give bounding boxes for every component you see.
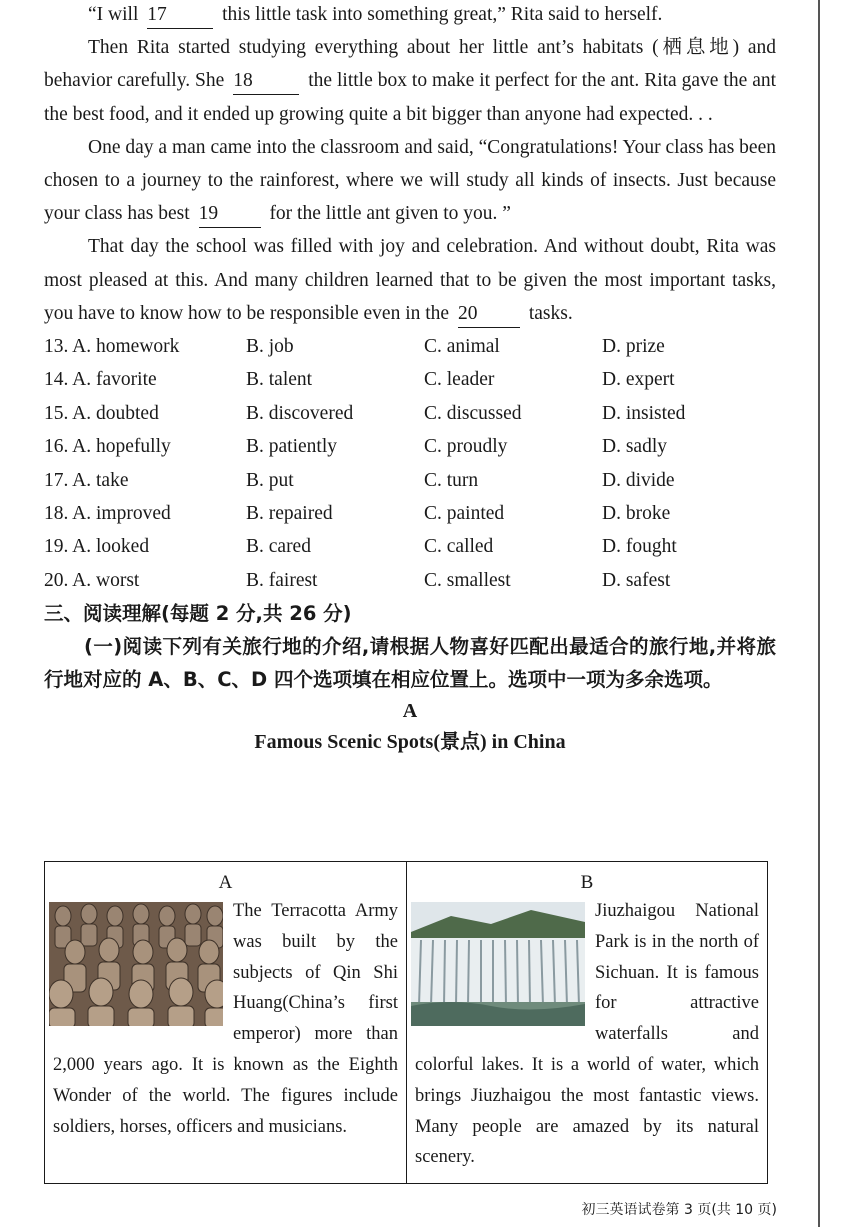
spot-label: B xyxy=(580,872,594,893)
option-a[interactable]: 13. A. homework xyxy=(44,336,180,358)
option-c[interactable]: C. turn xyxy=(424,469,479,491)
option-b[interactable]: B. discovered xyxy=(246,402,354,424)
option-b[interactable]: B. put xyxy=(246,469,294,491)
option-a[interactable]: 19. A. looked xyxy=(44,536,150,558)
passage-paragraph-2 xyxy=(44,31,776,131)
option-row xyxy=(44,397,776,430)
terracotta-army-photo xyxy=(49,902,223,1026)
passage-paragraph-3 xyxy=(44,131,776,231)
option-c[interactable]: C. discussed xyxy=(424,402,522,424)
text-run: this little task into something great,” Rita said to herself. xyxy=(222,4,663,25)
option-b[interactable]: B. cared xyxy=(246,536,311,558)
option-row xyxy=(44,363,776,396)
option-b[interactable]: B. patiently xyxy=(246,436,337,458)
part-title: Famous Scenic Spots(景点) in China xyxy=(254,731,566,754)
instruction-text: (一)阅读下列有关旅行地的介绍,请根据人物喜好匹配出最适合的旅行地,并将旅行地对应的 A、B、C、D 四个选项填在相应位置上。选项中一项为多余选项。 xyxy=(44,635,776,692)
terracotta-army-illustration xyxy=(49,902,223,1026)
spot-description: The Terracotta Army was built by the subjects of Qin Shi Huang(China’s first emperor) more than 2,000 years ago. It is known as the Eighth Wonder of the world. The figures include soldiers, horses, officers and musicians. xyxy=(53,901,398,1137)
text-run: One day a man came into the classroom and said, “Congratulations! Your class has been chosen to a journey to the rainforest, where we will study all kinds of insects. Just because your class has best xyxy=(44,136,776,225)
option-d[interactable]: D. expert xyxy=(602,369,675,391)
exam-page xyxy=(44,0,776,758)
waterfall-illustration xyxy=(411,902,585,1026)
option-c[interactable]: C. leader xyxy=(424,369,495,391)
page-footer: 初三英语试卷第 3 页(共 10 页) xyxy=(581,1202,777,1218)
spot-card-a xyxy=(45,862,406,1183)
text-run: tasks. xyxy=(528,302,573,324)
blank-17[interactable]: 17 xyxy=(147,4,213,29)
option-b[interactable]: B. job xyxy=(246,336,294,358)
option-d[interactable]: D. fought xyxy=(602,536,677,558)
option-c[interactable]: C. called xyxy=(424,536,494,558)
option-row xyxy=(44,464,776,497)
option-row xyxy=(44,330,776,363)
option-d[interactable]: D. broke xyxy=(602,502,671,524)
text-run: Then Rita started studying everything about her little ant’s habitats (栖息地) and behavior carefully. She xyxy=(44,37,776,92)
jiuzhaigou-waterfall-photo xyxy=(411,902,585,1026)
option-b[interactable]: B. repaired xyxy=(246,502,333,524)
passage-paragraph-1 xyxy=(44,0,776,31)
spot-description: Jiuzhaigou National Park is in the north of Sichuan. It is famous for attractive waterfalls and colorful lakes. It is a world of water, which brings Jiuzhaigou the most fantastic views. Many people are amazed by its natural scenery. xyxy=(415,901,759,1168)
page-edge-rule xyxy=(818,0,820,1227)
option-a[interactable]: 18. A. improved xyxy=(44,502,171,524)
option-d[interactable]: D. divide xyxy=(602,469,675,491)
option-row xyxy=(44,530,776,563)
option-d[interactable]: D. insisted xyxy=(602,402,686,424)
blank-18[interactable]: 18 xyxy=(233,70,299,95)
spot-card-b xyxy=(406,862,767,1183)
text-run: for the little ant given to you. ” xyxy=(269,203,511,225)
option-b[interactable]: B. talent xyxy=(246,369,313,391)
option-c[interactable]: C. smallest xyxy=(424,569,511,591)
text-run: That day the school was filled with joy and celebration. And without doubt, Rita was most pleased at this. And many children learned that to be given the most important tasks, you have to know how to be responsible even in the xyxy=(44,236,776,324)
option-row xyxy=(44,564,776,597)
option-row xyxy=(44,497,776,530)
part-letter: A xyxy=(402,700,418,723)
text-run: “I will xyxy=(88,4,139,25)
blank-19[interactable]: 19 xyxy=(199,203,261,228)
option-d[interactable]: D. safest xyxy=(602,569,671,591)
section-heading: 三、阅读理解(每题 2 分,共 26 分) xyxy=(44,602,352,626)
option-row xyxy=(44,430,776,463)
option-a[interactable]: 15. A. doubted xyxy=(44,402,159,424)
option-d[interactable]: D. prize xyxy=(602,336,665,358)
text-run: the little box to make it perfect for the ant. Rita gave the ant the best food, and it ended up growing quite a bit bigger than anyone had expected. . . xyxy=(44,70,777,125)
spot-label: A xyxy=(218,872,233,893)
option-d[interactable]: D. sadly xyxy=(602,436,667,458)
answer-options xyxy=(44,330,776,597)
section-instruction xyxy=(44,630,776,696)
option-a[interactable]: 20. A. worst xyxy=(44,569,140,591)
blank-20[interactable]: 20 xyxy=(458,303,520,328)
option-c[interactable]: C. animal xyxy=(424,336,500,358)
option-b[interactable]: B. fairest xyxy=(246,569,318,591)
option-c[interactable]: C. proudly xyxy=(424,436,508,458)
option-a[interactable]: 14. A. favorite xyxy=(44,369,157,391)
scenic-spots-table xyxy=(44,861,768,1184)
option-a[interactable]: 17. A. take xyxy=(44,469,129,491)
passage-paragraph-4 xyxy=(44,230,776,330)
option-a[interactable]: 16. A. hopefully xyxy=(44,436,171,458)
option-c[interactable]: C. painted xyxy=(424,502,505,524)
